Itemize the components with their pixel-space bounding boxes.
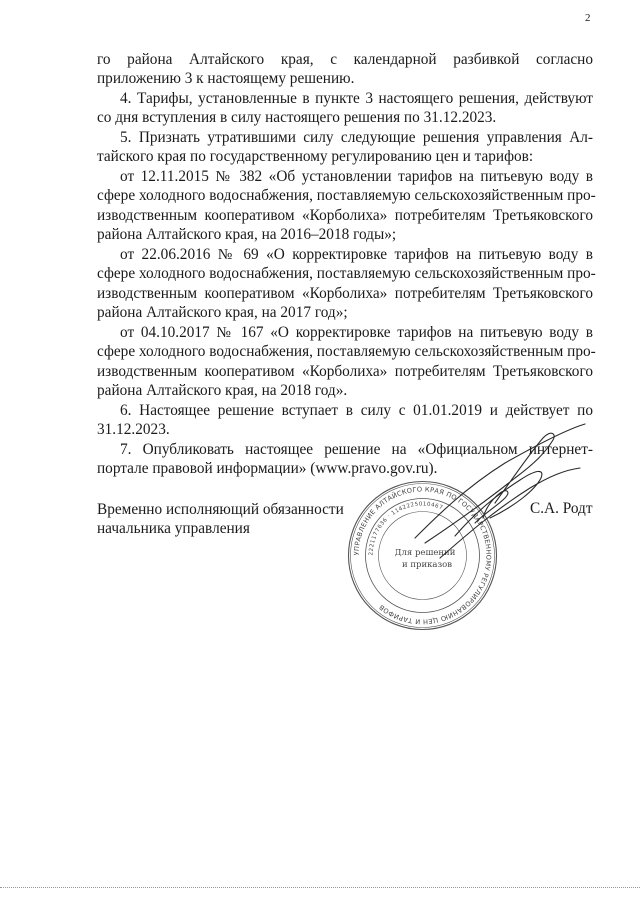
page-number: 2 — [585, 12, 591, 24]
body-line: изводственным кооперативом «Корболиха» потребителям Третьяковского — [97, 285, 593, 302]
body-line: 31.12.2023. — [97, 421, 170, 438]
body-line: приложению 3 к настоящему решению. — [97, 70, 355, 87]
body-line: от 22.06.2016 № 69 «О корректировке тарифов на питьевую воду в — [120, 246, 593, 263]
body-line: изводственным кооперативом «Корболиха» потребителям Третьяковского — [97, 363, 593, 380]
body-line: 6. Настоящее решение вступает в силу с 01.01.2019 и действует по — [120, 402, 593, 419]
body-line: 4. Тарифы, установленные в пункте 3 настоящего решения, действуют — [120, 90, 593, 107]
body-line: тайского края по государственному регулированию цен и тарифов: — [97, 148, 534, 165]
footer-divider — [0, 887, 640, 888]
body-line: портале правовой информации» (www.pravo.gov.ru). — [97, 460, 438, 477]
seal-outer-text: УПРАВЛЕНИЕ АЛТАЙСКОГО КРАЯ ПО ГОСУДАРСТВЕННОМУ РЕГУЛИРОВАНИЮ ЦЕН И ТАРИФОВ — [352, 485, 493, 626]
body-line: сфере холодного водоснабжения, поставляемую сельскохозяйственным про- — [97, 265, 596, 282]
signatory-position-line-2: начальника управления — [97, 520, 250, 537]
body-line: изводственным кооперативом «Корболиха» потребителям Третьяковского — [97, 207, 593, 224]
body-line: го района Алтайского края, с календарной разбивкой согласно — [97, 51, 593, 68]
body-line: со дня вступления в силу настоящего решения по 31.12.2023. — [97, 109, 497, 126]
signatory-position-line-1: Временно исполняющий обязанности — [97, 501, 344, 518]
body-line: района Алтайского края, на 2017 год»; — [97, 304, 348, 321]
body-line: 5. Признать утратившими силу следующие решения управления Ал- — [120, 129, 593, 146]
body-line: сфере холодного водоснабжения, поставляемую сельскохозяйственным про- — [97, 187, 596, 204]
body-line: сфере холодного водоснабжения, поставляемую сельскохозяйственным про- — [97, 343, 596, 360]
body-line: района Алтайского края, на 2018 год». — [97, 382, 348, 399]
body-line: района Алтайского края, на 2016–2018 годы»; — [97, 226, 397, 243]
body-line: 7. Опубликовать настоящее решение на «Официальном интернет- — [120, 441, 593, 458]
seal-code-text: 2221177636 · 1142225010467 — [368, 501, 444, 556]
seal-inner-text-2: и приказов — [401, 560, 453, 570]
body-line: от 12.11.2015 № 382 «Об установлении тарифов на питьевую воду в — [120, 168, 593, 185]
handwritten-signature — [395, 418, 595, 568]
seal-inner-text-1: Для решений — [394, 548, 456, 558]
signatory-name: С.А. Родт — [530, 500, 593, 517]
body-line: от 04.10.2017 № 167 «О корректировке тарифов на питьевую воду в — [120, 324, 593, 341]
